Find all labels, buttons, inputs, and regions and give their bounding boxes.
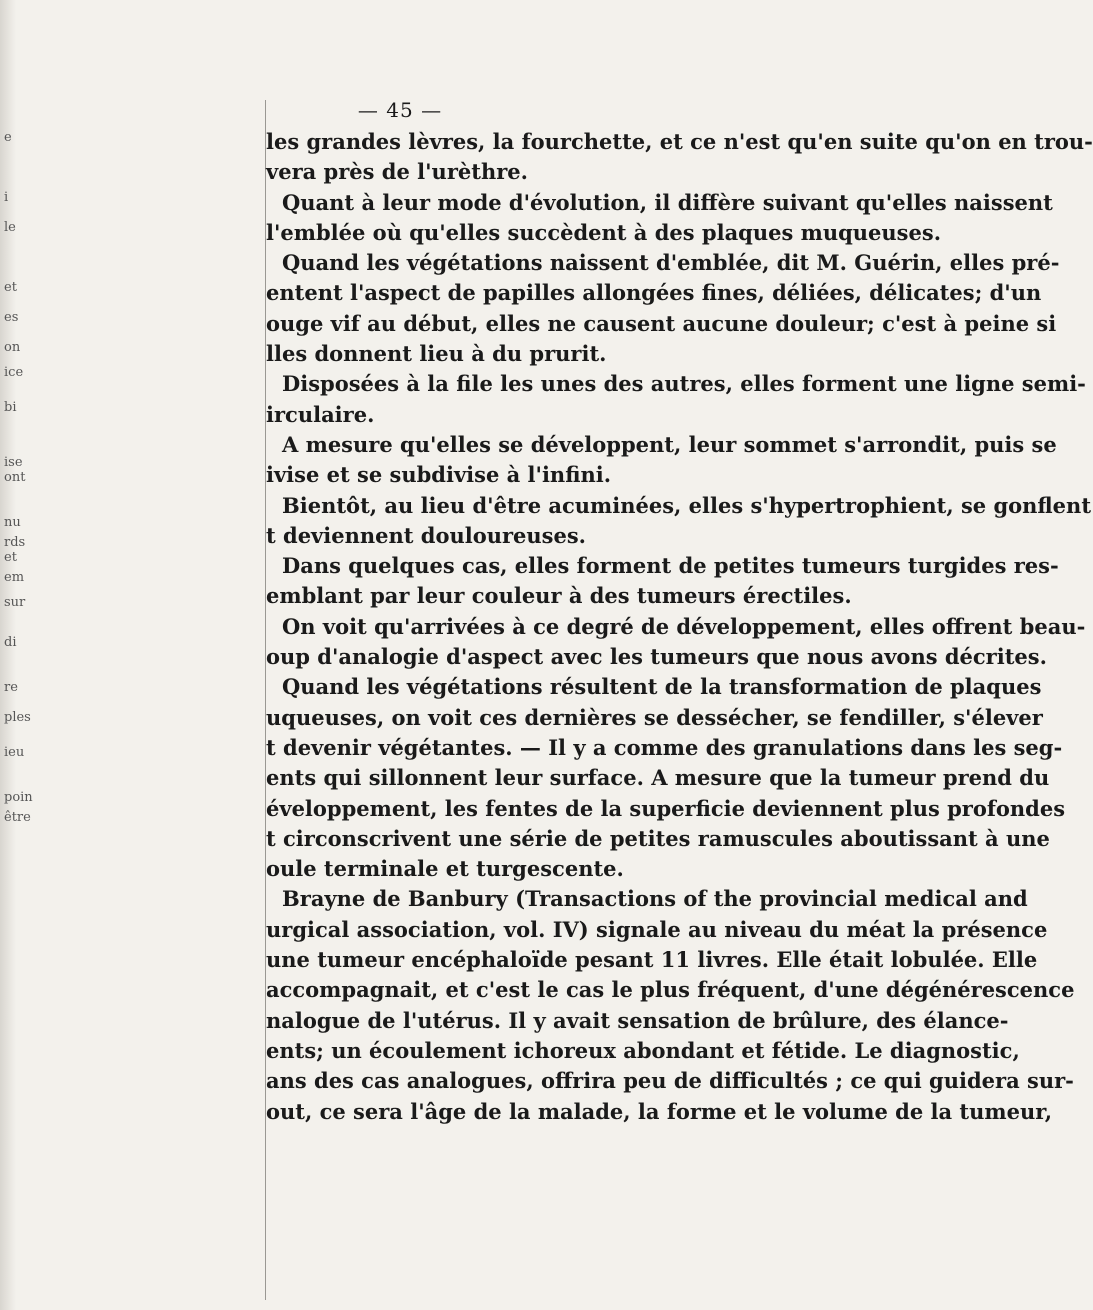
text-line: t devenir végétantes. — Il y a comme des granulations dans les seg-: [266, 734, 1063, 760]
text-line: t deviennent douloureuses.: [266, 522, 586, 548]
text-line: Brayne de Banbury (Transactions of the provincial medical and: [282, 886, 1028, 912]
text-line: ents; un écoulement ichoreux abondant et fétide. Le diagnostic,: [266, 1037, 1020, 1063]
margin-fragment: e: [4, 130, 12, 145]
text-line: emblant par leur couleur à des tumeurs érectiles.: [266, 583, 852, 609]
text-line: t circonscrivent une série de petites ramuscules aboutissant à une: [266, 825, 1050, 851]
margin-fragment: em: [4, 570, 25, 585]
margin-fragment: ice: [4, 365, 24, 380]
margin-fragment: poin: [4, 790, 33, 805]
margin-fragment: le: [4, 220, 16, 235]
text-line: Bientôt, au lieu d'être acuminées, elles s'hypertrophient, se gonflent: [282, 492, 1092, 518]
text-line: out, ce sera l'âge de la malade, la forme et le volume de la tumeur,: [266, 1098, 1053, 1124]
text-line: entent l'aspect de papilles allongées fines, déliées, délicates; d'un: [266, 280, 1042, 306]
margin-fragment: i: [4, 190, 9, 205]
text-line: l'emblée où qu'elles succèdent à des plaques muqueuses.: [266, 219, 942, 245]
text-line: Disposées à la file les unes des autres, elles forment une ligne semi-: [282, 371, 1086, 397]
text-line: ivise et se subdivise à l'infini.: [266, 462, 612, 488]
text-line: oup d'analogie d'aspect avec les tumeurs que nous avons décrites.: [266, 644, 1047, 670]
text-line: ouge vif au début, elles ne causent aucune douleur; c'est à peine si: [266, 310, 1057, 336]
margin-fragment: et: [4, 280, 17, 295]
margin-fragment: rds: [4, 535, 26, 550]
page-number: — 45 —: [357, 98, 443, 122]
text-line: On voit qu'arrivées à ce degré de développement, elles offrent beau-: [282, 613, 1086, 639]
margin-fragment: ples: [4, 710, 31, 725]
text-line: Quand les végétations résultent de la transformation de plaques: [282, 674, 1042, 700]
margin-fragment: être: [4, 810, 31, 825]
body-text: [266, 127, 1093, 1127]
text-line: Dans quelques cas, elles forment de petites tumeurs turgides res-: [282, 553, 1059, 579]
margin-fragment: et: [4, 550, 17, 565]
margin-fragment: es: [4, 310, 19, 325]
text-line: lles donnent lieu à du prurit.: [266, 341, 607, 367]
margin-fragment: on: [4, 340, 21, 355]
text-line: ans des cas analogues, offrira peu de difficultés ; ce qui guidera sur-: [266, 1068, 1074, 1094]
text-line: Quand les végétations naissent d'emblée, dit M. Guérin, elles pré-: [282, 250, 1060, 276]
margin-fragment: re: [4, 680, 18, 695]
margin-fragment: ise: [4, 455, 23, 470]
text-line: une tumeur encéphaloïde pesant 11 livres. Elle était lobulée. Elle: [266, 947, 1038, 973]
text-line: Quant à leur mode d'évolution, il diffère suivant qu'elles naissent: [282, 189, 1053, 215]
text-line: accompagnait, et c'est le cas le plus fréquent, d'une dégénérescence: [266, 977, 1075, 1003]
text-line: vera près de l'urèthre.: [266, 159, 528, 185]
text-line: les grandes lèvres, la fourchette, et ce n'est qu'en suite qu'on en trou-: [266, 129, 1093, 154]
margin-fragment: di: [4, 635, 17, 650]
margin-fragment: sur: [4, 595, 26, 610]
margin-fragment: bi: [4, 400, 17, 415]
margin-fragment: nu: [4, 515, 21, 530]
text-line: uqueuses, on voit ces dernières se dessécher, se fendiller, s'élever: [266, 704, 1043, 730]
text-line: A mesure qu'elles se développent, leur sommet s'arrondit, puis se: [282, 431, 1057, 457]
text-line: irculaire.: [266, 401, 375, 427]
text-line: ents qui sillonnent leur surface. A mesure que la tumeur prend du: [266, 765, 1050, 791]
margin-fragment: ont: [4, 470, 26, 485]
text-line: oule terminale et turgescente.: [266, 856, 624, 882]
text-line: éveloppement, les fentes de la superficie deviennent plus profondes: [266, 795, 1066, 821]
text-line: nalogue de l'utérus. Il y avait sensation de brûlure, des élance-: [266, 1007, 1009, 1033]
text-line: urgical association, vol. IV) signale au niveau du méat la présence: [266, 916, 1048, 942]
margin-fragment: ieu: [4, 745, 25, 760]
